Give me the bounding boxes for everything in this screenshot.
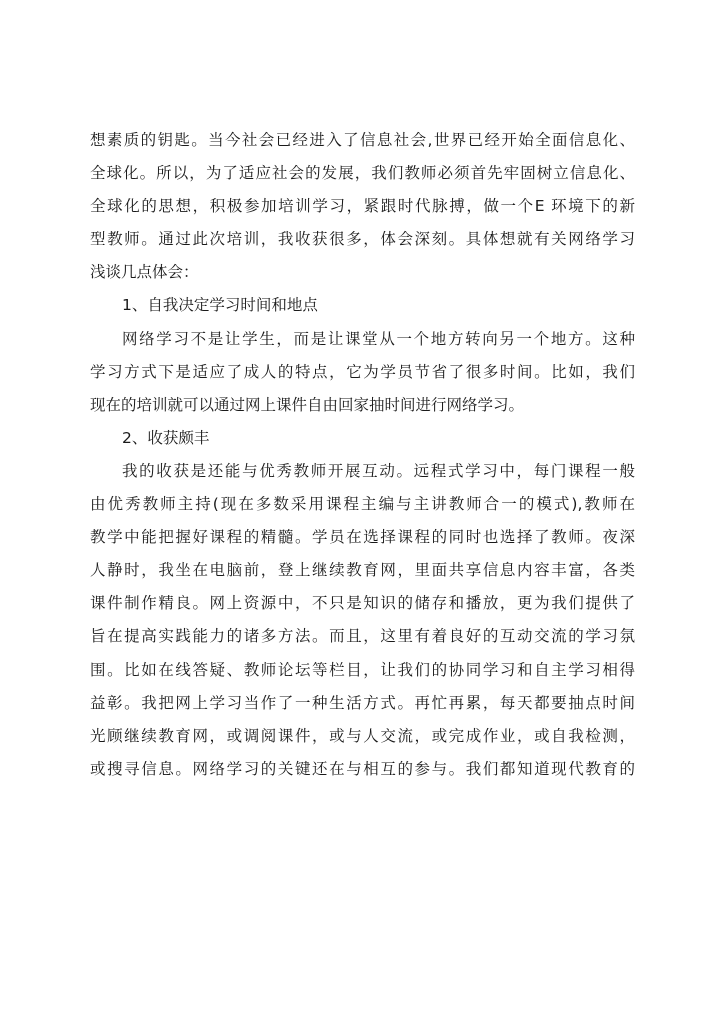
text-line: 或搜寻信息。网络学习的关键还在与相互的参与。我们都知道现代教育的 [90,759,635,778]
text-line: 全球化。所以，为了适应社会的发展，我们教师必须首先牢固树立信息化、 [90,164,635,183]
body-text [90,124,635,786]
text-line: 现在的培训就可以通过网上课件自由回家抽时间进行网络学习。 [90,395,525,414]
text-line: 旨在提高实践能力的诸多方法。而且，这里有着良好的互动交流的学习氛 [90,627,635,646]
text-line: 教学中能把握好课程的精髓。学员在选择课程的同时也选择了教师。夜深 [90,528,635,547]
text-line: 光顾继续教育网，或调阅课件，或与人交流，或完成作业，或自我检测， [90,726,635,745]
text-line: 浅谈几点体会： [90,263,199,282]
text-line: 课件制作精良。网上资源中，不只是知识的储存和播放，更为我们提供了 [90,594,635,613]
text-line: 益彰。我把网上学习当作了一种生活方式。再忙再累，每天都要抽点时间 [90,693,635,712]
text-line: 想素质的钥匙。当今社会已经进入了信息社会,世界已经开始全面信息化、 [90,131,635,149]
text-line: 人静时，我坐在电脑前，登上继续教育网，里面共享信息内容丰富，各类 [90,561,635,580]
text-line: 全球化的思想，积极参加培训学习，紧跟时代脉搏，做一个E 环境下的新 [90,197,635,216]
text-line: 围。比如在线答疑、教师论坛等栏目，让我们的协同学习和自主学习相得 [90,660,635,679]
text-line: 学习方式下是适应了成人的特点，它为学员节省了很多时间。比如，我们 [90,362,635,381]
section-heading: 2、收获颇丰 [122,428,210,447]
section-heading: 1、自我决定学习时间和地点 [122,296,318,315]
text-line: 由优秀教师主持(现在多数采用课程主编与主讲教师合一的模式),教师在 [90,495,635,514]
text-line: 我的收获是还能与优秀教师开展互动。远程式学习中，每门课程一般 [122,461,635,480]
text-line: 网络学习不是让学生，而是让课堂从一个地方转向另一个地方。这种 [122,329,635,348]
text-line: 型教师。通过此次培训，我收获很多，体会深刻。具体想就有关网络学习 [90,230,635,249]
